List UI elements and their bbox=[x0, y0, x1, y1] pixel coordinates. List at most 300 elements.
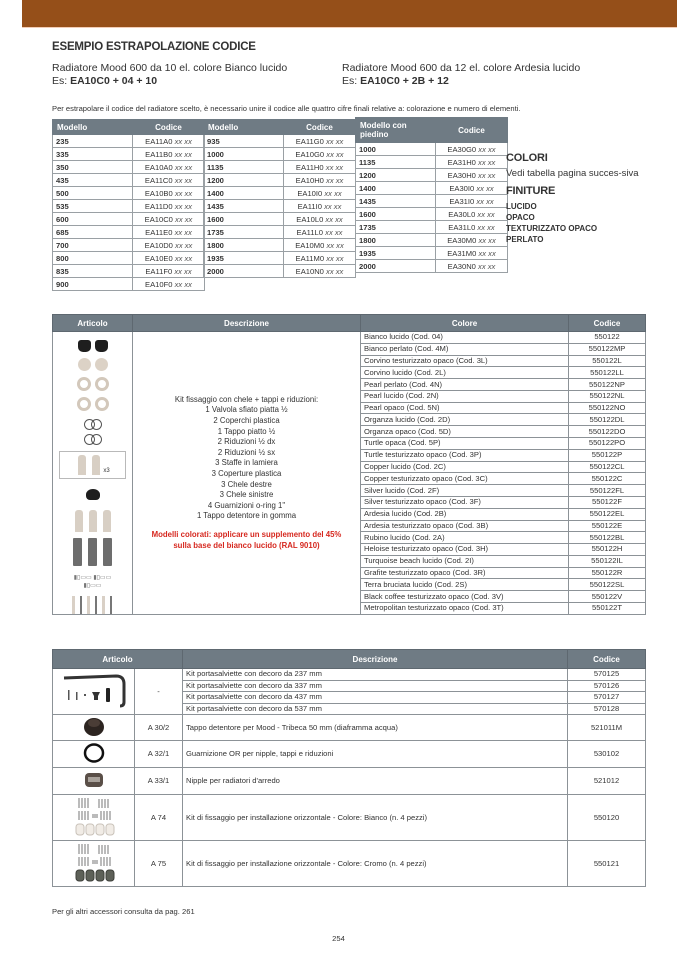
code-cell bbox=[436, 221, 508, 234]
code-cell bbox=[284, 226, 356, 239]
code-suffix: xx xx bbox=[478, 144, 496, 154]
color-cell: Copper lucido (Cod. 2C) bbox=[361, 461, 569, 473]
code-cell: 550122E bbox=[569, 520, 646, 532]
model-row bbox=[356, 247, 508, 260]
code-suffix: xx xx bbox=[174, 266, 192, 276]
code-cell bbox=[284, 187, 356, 200]
code-base: EA30N0 bbox=[447, 261, 476, 271]
example-1 bbox=[52, 62, 287, 88]
code-cell: 550122BL bbox=[569, 532, 646, 544]
code-suffix: xx xx bbox=[478, 170, 496, 180]
instruction-note: Per estrapolare il codice del radiatore scelto, è necessario unire il codice alle quattro cifre finali relative a: colorazione e numero di elementi. bbox=[52, 104, 521, 113]
code-cell: 550122L bbox=[569, 355, 646, 367]
code-suffix: xx xx bbox=[326, 240, 344, 250]
quantity-label: x3 bbox=[103, 468, 110, 474]
description-header: Descrizione bbox=[133, 315, 361, 332]
model-cell: 1800 bbox=[356, 234, 436, 247]
model-row bbox=[356, 143, 508, 156]
code-base: EA10D0 bbox=[144, 240, 173, 250]
description-cell: Kit portasalviette con decoro da 237 mm bbox=[183, 669, 568, 681]
code-base: EA10N0 bbox=[295, 266, 324, 276]
article-cell: A 75 bbox=[135, 841, 183, 887]
model-cell: 235 bbox=[53, 135, 133, 148]
code-cell: 521012 bbox=[568, 768, 646, 795]
code-suffix: xx xx bbox=[324, 188, 342, 198]
model-cell: 350 bbox=[53, 161, 133, 174]
model-row bbox=[356, 221, 508, 234]
description-header: Descrizione bbox=[183, 650, 568, 669]
code-base: EA31M0 bbox=[447, 248, 477, 258]
code-base: EA11C0 bbox=[144, 175, 173, 185]
example-2-code: EA10C0 + 2B + 12 bbox=[360, 75, 449, 87]
model-row bbox=[53, 148, 205, 161]
model-row bbox=[204, 187, 356, 200]
code-cell bbox=[284, 200, 356, 213]
code-suffix: xx xx bbox=[174, 201, 193, 211]
code-suffix: xx xx bbox=[478, 235, 496, 245]
finish-item: LUCIDO bbox=[506, 202, 537, 211]
model-cell: 1800 bbox=[204, 239, 284, 252]
reduction-icon bbox=[77, 397, 91, 411]
code-cell bbox=[284, 265, 356, 278]
color-cell: Turtle opaca (Cod. 5P) bbox=[361, 438, 569, 450]
code-cell: 550120 bbox=[568, 795, 646, 841]
code-cell bbox=[133, 200, 205, 213]
code-cell: 550122FL bbox=[569, 485, 646, 497]
code-cell: 550122F bbox=[569, 496, 646, 508]
code-base: EA31H0 bbox=[447, 157, 476, 167]
color-cell: Metropolitan testurizzato opaco (Cod. 3T) bbox=[361, 602, 569, 614]
code-cell bbox=[133, 278, 205, 291]
plastic-cover-icon bbox=[95, 358, 108, 371]
colors-finishes-panel bbox=[506, 152, 646, 245]
model-row bbox=[204, 200, 356, 213]
code-suffix: xx xx bbox=[325, 227, 343, 237]
kit-description-line: 3 Chele destre bbox=[221, 479, 272, 489]
model-row bbox=[204, 174, 356, 187]
model-cell: 1735 bbox=[356, 221, 436, 234]
section-title: ESEMPIO ESTRAPOLAZIONE CODICE bbox=[52, 41, 256, 53]
vent-valve-icon bbox=[95, 340, 108, 352]
o-ring-icon bbox=[82, 742, 106, 764]
wall-plug-icon bbox=[87, 596, 90, 614]
model-row bbox=[356, 156, 508, 169]
reduction-icon bbox=[77, 377, 91, 391]
code-header: Codice bbox=[436, 118, 508, 143]
finishes-list bbox=[506, 201, 646, 245]
code-suffix: xx xx bbox=[477, 222, 495, 232]
model-row bbox=[356, 208, 508, 221]
screws-icon: ▮▯▭▭ ▮▯▭▭ ▮▯▭▭ bbox=[73, 575, 112, 589]
model-row bbox=[204, 252, 356, 265]
model-header: Modello bbox=[53, 120, 133, 135]
example-1-code: EA10C0 + 04 + 10 bbox=[70, 75, 158, 87]
cap-plug-image bbox=[53, 715, 135, 741]
model-cell: 1735 bbox=[204, 226, 284, 239]
code-cell: 550121 bbox=[568, 841, 646, 887]
plastic-cover-icon bbox=[78, 358, 91, 371]
bracket-icon bbox=[78, 455, 86, 475]
wall-plug-icon bbox=[72, 596, 75, 614]
cap-plug-icon bbox=[82, 715, 106, 737]
model-cell: 1935 bbox=[356, 247, 436, 260]
code-suffix: xx xx bbox=[174, 162, 193, 172]
header-banner bbox=[22, 0, 677, 28]
code-suffix: xx xx bbox=[174, 188, 193, 198]
code-header: Codice bbox=[569, 315, 646, 332]
code-cell: 570126 bbox=[568, 680, 646, 692]
model-row bbox=[204, 213, 356, 226]
model-row bbox=[53, 265, 205, 278]
accessory-row bbox=[53, 768, 646, 795]
bracket-icon bbox=[92, 455, 100, 475]
model-row bbox=[53, 226, 205, 239]
color-cell: Turtle testurizzato opaco (Cod. 3P) bbox=[361, 449, 569, 461]
finish-item: PERLATO bbox=[506, 235, 544, 244]
accessory-row bbox=[53, 841, 646, 887]
colors-text: Vedi tabella pagina succes-siva bbox=[506, 168, 639, 179]
color-cell: Bianco perlato (Cod. 4M) bbox=[361, 343, 569, 355]
model-row bbox=[356, 182, 508, 195]
example-1-prefix: Es: bbox=[52, 75, 71, 87]
code-base: EA11B0 bbox=[145, 149, 173, 159]
article-cell: A 74 bbox=[135, 795, 183, 841]
model-cell: 685 bbox=[53, 226, 133, 239]
code-suffix: xx xx bbox=[326, 175, 344, 185]
model-cell: 435 bbox=[53, 174, 133, 187]
color-cell: Pearl opaco (Cod. 5N) bbox=[361, 402, 569, 414]
model-row bbox=[356, 260, 508, 273]
kit-description bbox=[133, 332, 361, 615]
model-row bbox=[53, 213, 205, 226]
model-cell: 1400 bbox=[356, 182, 436, 195]
code-suffix: xx xx bbox=[175, 240, 193, 250]
color-cell: Ardesia lucido (Cod. 2B) bbox=[361, 508, 569, 520]
kit-description-line: 2 Riduzioni ½ dx bbox=[217, 437, 276, 447]
code-base: EA10C0 bbox=[144, 214, 173, 224]
code-base: EA31I0 bbox=[449, 196, 475, 206]
model-cell: 335 bbox=[53, 148, 133, 161]
model-cell: 1435 bbox=[204, 200, 284, 213]
model-cell: 600 bbox=[53, 213, 133, 226]
code-cell: 550122NO bbox=[569, 402, 646, 414]
code-cell bbox=[436, 234, 508, 247]
code-cell: 550122IL bbox=[569, 555, 646, 567]
code-suffix: xx xx bbox=[325, 136, 344, 146]
model-row bbox=[204, 148, 356, 161]
colors-title: COLORI bbox=[506, 152, 548, 164]
model-cell: 1000 bbox=[356, 143, 436, 156]
kit-description-line: 1 Tappo detentore in gomma bbox=[196, 511, 297, 521]
code-cell bbox=[133, 226, 205, 239]
color-cell: Terra bruciata lucido (Cod. 2S) bbox=[361, 579, 569, 591]
model-cell: 2000 bbox=[204, 265, 284, 278]
accessory-row bbox=[53, 715, 646, 741]
kit-description-line: 1 Tappo piatto ½ bbox=[217, 426, 276, 436]
code-base: EA11M0 bbox=[295, 253, 325, 263]
color-cell: Silver testurizzato opaco (Cod. 3F) bbox=[361, 496, 569, 508]
description-cell: Guarnizione OR per nipple, tappi e riduzioni bbox=[183, 741, 568, 768]
color-cell: Ardesia testurizzato opaco (Cod. 3B) bbox=[361, 520, 569, 532]
article-header: Articolo bbox=[53, 315, 133, 332]
code-cell: 570128 bbox=[568, 703, 646, 715]
model-row bbox=[53, 200, 205, 213]
chrome-fixing-kit-icon bbox=[71, 842, 117, 882]
model-row bbox=[356, 169, 508, 182]
code-suffix: xx xx bbox=[325, 214, 343, 224]
code-cell: 530102 bbox=[568, 741, 646, 768]
color-cell: Black coffee testurizzato opaco (Cod. 3V) bbox=[361, 591, 569, 603]
code-header: Codice bbox=[133, 120, 205, 135]
o-ring-icon bbox=[91, 434, 102, 445]
fixing-kit-image bbox=[53, 332, 133, 615]
model-row bbox=[53, 252, 205, 265]
code-base: EA10I0 bbox=[297, 188, 323, 198]
code-header: Codice bbox=[568, 650, 646, 669]
code-suffix: xx xx bbox=[478, 157, 496, 167]
color-cell: Pearl lucido (Cod. 2N) bbox=[361, 390, 569, 402]
accessory-row bbox=[53, 741, 646, 768]
code-base: EA10H0 bbox=[295, 175, 324, 185]
model-cell: 1935 bbox=[204, 252, 284, 265]
model-cell: 900 bbox=[53, 278, 133, 291]
model-row bbox=[53, 187, 205, 200]
code-header: Codice bbox=[284, 120, 356, 135]
model-header: Modello bbox=[204, 120, 284, 135]
code-cell: 550122P bbox=[569, 449, 646, 461]
model-row bbox=[53, 278, 205, 291]
code-base: EA11G0 bbox=[295, 136, 324, 146]
model-cell: 700 bbox=[53, 239, 133, 252]
color-cell: Organza opaco (Cod. 5D) bbox=[361, 426, 569, 438]
code-cell bbox=[436, 208, 508, 221]
code-base: EA11A0 bbox=[145, 136, 173, 146]
description-cell: Kit di fissaggio per installazione orizzontale - Colore: Bianco (n. 4 pezzi) bbox=[183, 795, 568, 841]
code-base: EA10F0 bbox=[145, 279, 173, 289]
code-cell: 550122EL bbox=[569, 508, 646, 520]
code-suffix: xx xx bbox=[476, 183, 494, 193]
code-cell bbox=[436, 169, 508, 182]
model-cell: 1200 bbox=[204, 174, 284, 187]
kit-description-line: Kit fissaggio con chele + tappi e riduzioni: bbox=[174, 394, 319, 404]
o-ring-icon bbox=[91, 419, 102, 430]
code-cell: 550122 bbox=[569, 332, 646, 344]
code-cell: 550122SL bbox=[569, 579, 646, 591]
code-cell: 550122H bbox=[569, 544, 646, 556]
kit-description-line: 3 Chele sinistre bbox=[219, 490, 274, 500]
color-cell: Corvino testurizzato opaco (Cod. 3L) bbox=[361, 355, 569, 367]
article-cell: A 32/1 bbox=[135, 741, 183, 768]
code-cell bbox=[284, 161, 356, 174]
code-suffix: xx xx bbox=[477, 209, 495, 219]
code-suffix: xx xx bbox=[324, 201, 342, 211]
code-suffix: xx xx bbox=[174, 149, 192, 159]
color-cell: Heloise testurizzato opaco (Cod. 3H) bbox=[361, 544, 569, 556]
code-base: EA11F0 bbox=[145, 266, 173, 276]
model-header: Modello con piedino bbox=[356, 118, 436, 143]
code-cell bbox=[284, 135, 356, 148]
example-2 bbox=[342, 62, 580, 88]
code-suffix: xx xx bbox=[175, 214, 193, 224]
code-cell bbox=[436, 247, 508, 260]
kit-description-line: 4 Guarnizioni o-ring 1" bbox=[207, 500, 286, 510]
code-base: EA11D0 bbox=[144, 201, 173, 211]
model-row bbox=[53, 174, 205, 187]
screw-icon bbox=[110, 596, 112, 614]
code-cell bbox=[133, 161, 205, 174]
code-cell bbox=[436, 195, 508, 208]
color-cell: Rubino lucido (Cod. 2A) bbox=[361, 532, 569, 544]
code-cell: 550122R bbox=[569, 567, 646, 579]
finish-item: TEXTURIZZATO OPACO bbox=[506, 224, 598, 233]
code-cell: 550122DL bbox=[569, 414, 646, 426]
model-row bbox=[356, 234, 508, 247]
towel-kit-image bbox=[53, 669, 135, 715]
vent-valve-icon bbox=[78, 340, 91, 352]
code-cell: 570127 bbox=[568, 692, 646, 704]
kit-description-line: 2 Riduzioni ½ sx bbox=[217, 447, 276, 457]
code-cell bbox=[133, 213, 205, 226]
model-cell: 1600 bbox=[356, 208, 436, 221]
description-cell: Kit portasalviette con decoro da 437 mm bbox=[183, 692, 568, 704]
color-cell: Organza lucido (Cod. 2D) bbox=[361, 414, 569, 426]
code-cell bbox=[133, 239, 205, 252]
towel-kit-row bbox=[53, 669, 646, 681]
code-cell: 550122C bbox=[569, 473, 646, 485]
o-ring-image bbox=[53, 741, 135, 768]
code-suffix: xx xx bbox=[174, 175, 193, 185]
page-number: 254 bbox=[332, 934, 345, 943]
fixing-kit-table bbox=[52, 314, 646, 615]
cover-icon bbox=[89, 510, 97, 532]
code-cell: 550122T bbox=[569, 602, 646, 614]
cover-icon bbox=[103, 510, 111, 532]
code-base: EA30G0 bbox=[447, 144, 477, 154]
screw-icon bbox=[80, 596, 82, 614]
claw-icon bbox=[103, 538, 112, 566]
kit-description-line: 2 Coperchi plastica bbox=[213, 416, 280, 426]
code-base: EA10B0 bbox=[144, 188, 173, 198]
reduction-icon bbox=[95, 377, 109, 391]
chrome-fixing-kit-image bbox=[53, 841, 135, 887]
code-cell bbox=[436, 143, 508, 156]
model-table-2 bbox=[203, 119, 356, 278]
code-suffix: xx xx bbox=[174, 136, 192, 146]
model-cell: 800 bbox=[53, 252, 133, 265]
code-cell: 550122MP bbox=[569, 343, 646, 355]
code-suffix: xx xx bbox=[326, 149, 344, 159]
color-cell: Copper testurizzato opaco (Cod. 3C) bbox=[361, 473, 569, 485]
brackets-box bbox=[59, 451, 126, 479]
code-cell bbox=[436, 260, 508, 273]
code-suffix: xx xx bbox=[325, 162, 344, 172]
description-cell: Tappo detentore per Mood - Tribeca 50 mm (diaframma acqua) bbox=[183, 715, 568, 741]
code-base: EA30I0 bbox=[449, 183, 475, 193]
model-cell: 1435 bbox=[356, 195, 436, 208]
screw-icon bbox=[95, 596, 97, 614]
code-cell bbox=[284, 174, 356, 187]
towel-bar-icon bbox=[58, 670, 130, 710]
claw-icon bbox=[88, 538, 97, 566]
code-cell bbox=[133, 187, 205, 200]
code-cell bbox=[284, 213, 356, 226]
code-base: EA31L0 bbox=[448, 222, 476, 232]
code-cell bbox=[436, 156, 508, 169]
color-cell: Silver lucido (Cod. 2F) bbox=[361, 485, 569, 497]
nipple-image bbox=[53, 768, 135, 795]
article-cell: A 30/2 bbox=[135, 715, 183, 741]
code-cell: 521011M bbox=[568, 715, 646, 741]
code-base: EA11H0 bbox=[295, 162, 324, 172]
kit-description-line: 3 Coperture plastica bbox=[211, 469, 282, 478]
kit-description-line: 1 Valvola sfiato piatta ½ bbox=[205, 405, 288, 415]
code-cell bbox=[284, 148, 356, 161]
finishes-title: FINITURE bbox=[506, 185, 556, 197]
code-cell: 550122V bbox=[569, 591, 646, 603]
kit-description-line: 3 Staffe in lamiera bbox=[215, 458, 278, 468]
description-cell: Nipple per radiatori d'arredo bbox=[183, 768, 568, 795]
code-suffix: xx xx bbox=[476, 196, 494, 206]
code-base: EA10A0 bbox=[144, 162, 173, 172]
code-suffix: xx xx bbox=[174, 227, 192, 237]
description-cell: Kit portasalviette con decoro da 337 mm bbox=[183, 680, 568, 692]
code-cell: 550122LL bbox=[569, 367, 646, 379]
code-cell: 550122CL bbox=[569, 461, 646, 473]
code-cell bbox=[133, 135, 205, 148]
model-row bbox=[204, 226, 356, 239]
accessory-row bbox=[53, 795, 646, 841]
code-suffix: xx xx bbox=[326, 253, 344, 263]
article-cell: - bbox=[135, 669, 183, 715]
accessories-table bbox=[52, 649, 646, 887]
white-fixing-kit-image bbox=[53, 795, 135, 841]
example-1-text: Radiatore Mood 600 da 10 el. colore Bianco lucido bbox=[52, 62, 288, 74]
code-cell bbox=[284, 252, 356, 265]
model-row bbox=[204, 161, 356, 174]
color-cell: Turquoise beach lucido (Cod. 2I) bbox=[361, 555, 569, 567]
color-cell: Bianco lucido (Cod. 04) bbox=[361, 332, 569, 344]
model-cell: 1135 bbox=[356, 156, 436, 169]
article-cell: A 33/1 bbox=[135, 768, 183, 795]
code-cell bbox=[284, 239, 356, 252]
model-cell: 2000 bbox=[356, 260, 436, 273]
article-header: Articolo bbox=[53, 650, 183, 669]
code-base: EA10G0 bbox=[295, 149, 325, 159]
model-row bbox=[204, 239, 356, 252]
description-cell: Kit di fissaggio per installazione orizzontale - Colore: Cromo (n. 4 pezzi) bbox=[183, 841, 568, 887]
colored-models-warning: Modelli colorati: applicare un supplemento del 45% sulla base del bianco lucido (RAL 9010) bbox=[151, 529, 342, 550]
model-cell: 1200 bbox=[356, 169, 436, 182]
model-row bbox=[53, 161, 205, 174]
code-cell: 550122PO bbox=[569, 438, 646, 450]
example-2-prefix: Es: bbox=[342, 75, 361, 87]
color-cell: Pearl perlato (Cod. 4N) bbox=[361, 379, 569, 391]
code-cell: 550122DO bbox=[569, 426, 646, 438]
model-row bbox=[204, 265, 356, 278]
model-row bbox=[53, 239, 205, 252]
code-cell bbox=[133, 265, 205, 278]
example-2-text: Radiatore Mood 600 da 12 el. colore Ardesia lucido bbox=[342, 62, 581, 74]
model-cell: 535 bbox=[53, 200, 133, 213]
model-cell: 1600 bbox=[204, 213, 284, 226]
cover-icon bbox=[75, 510, 83, 532]
finish-item: OPACO bbox=[506, 213, 535, 222]
model-cell: 1000 bbox=[204, 148, 284, 161]
code-cell: 550122NP bbox=[569, 379, 646, 391]
footnote: Per gli altri accessori consulta da pag. 261 bbox=[52, 907, 195, 916]
color-row bbox=[53, 332, 646, 344]
white-fixing-kit-icon bbox=[71, 796, 117, 836]
